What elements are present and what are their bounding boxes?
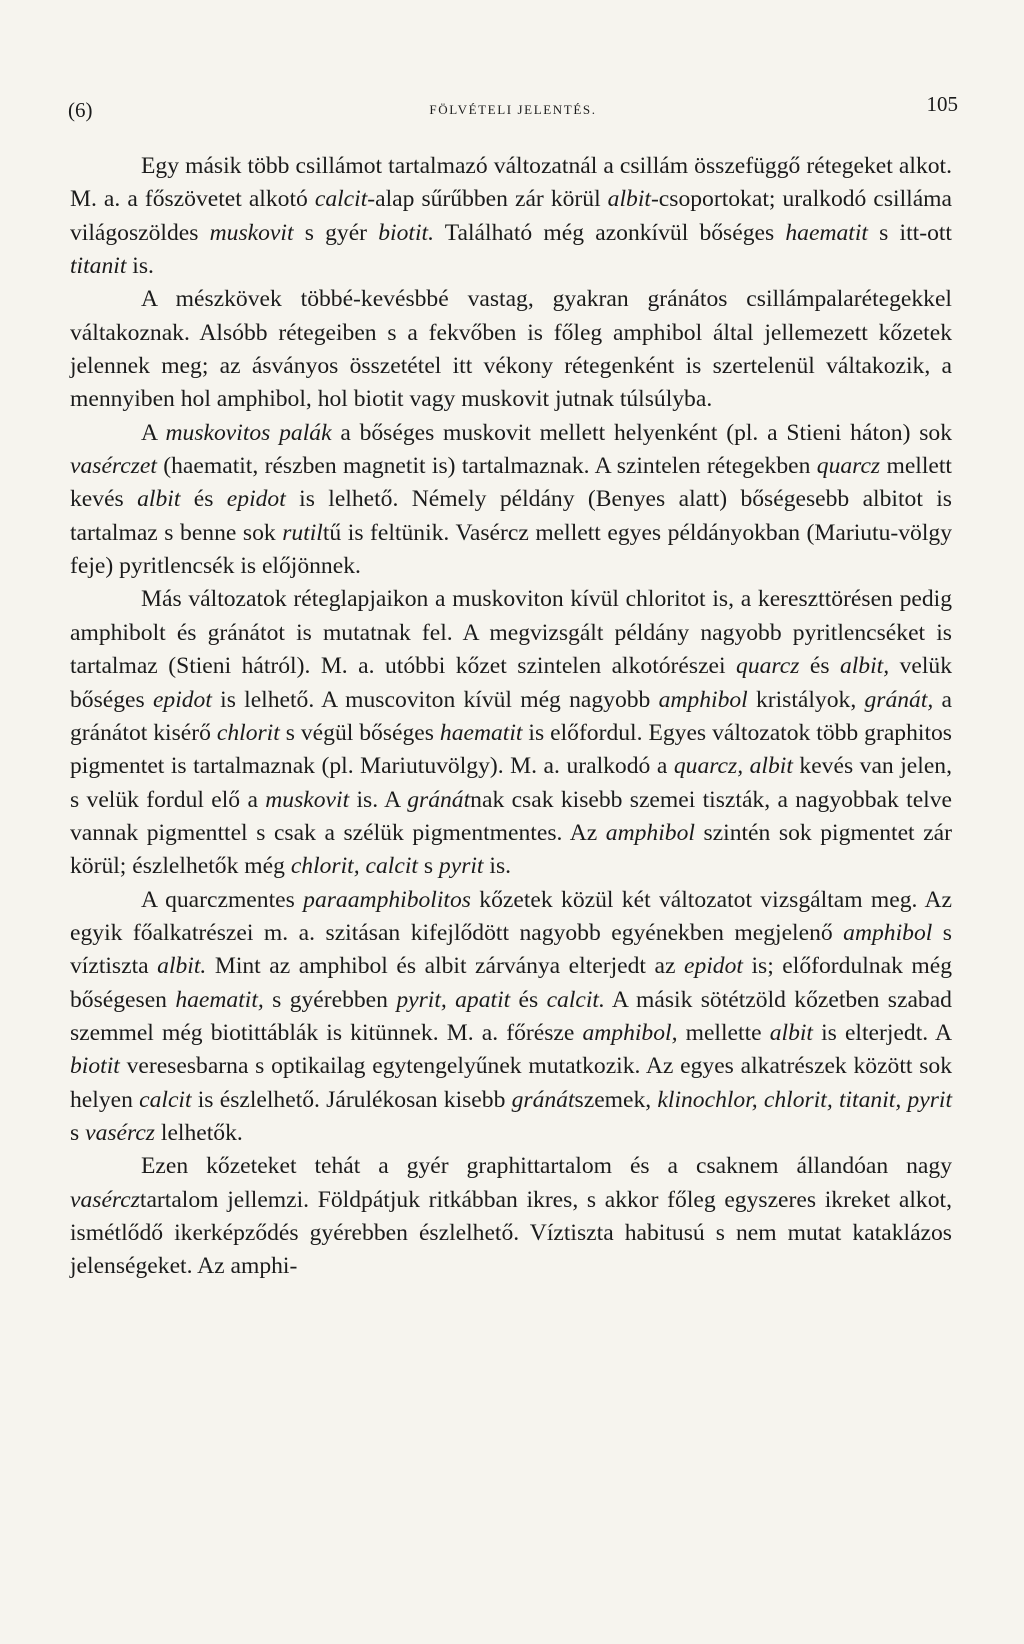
- italic-term: paraamphibolitos: [303, 886, 471, 913]
- italic-term: muskovitos palák: [165, 419, 332, 446]
- italic-term: pyrit, apatit: [396, 986, 511, 1013]
- italic-term: klinochlor, chlorit, titanit, pyrit: [657, 1086, 952, 1113]
- italic-term: vasércz: [85, 1119, 155, 1146]
- italic-term: haematit,: [175, 986, 264, 1013]
- page-number: 105: [926, 92, 958, 116]
- italic-term: quarcz: [736, 653, 800, 680]
- text-run: A: [141, 419, 166, 446]
- text-run: s gyérebben: [263, 986, 397, 1013]
- text-run: és: [510, 986, 547, 1013]
- italic-term: muskovit: [265, 786, 350, 813]
- text-run: is lelhető. A muscoviton kívül még nagyobb: [211, 686, 659, 713]
- text-run: mellett kevés: [70, 453, 952, 513]
- italic-term: vasérczet: [70, 453, 157, 480]
- italic-term: albit: [607, 186, 651, 213]
- text-run: Más változatok réteglapjaikon a muskoviton kívül chloritot is, a kereszttörésen pedig amphibolt és gránátot is mutatnak fel. A megvizsgált példány nagyobb pyritlencséket is tartalmaz (Stieni hátról). M. a. utóbbi kőzet szintelen alkotórészei: [70, 586, 952, 680]
- text-run: szintén sok pigmentet zár körül; észlelhetők még: [70, 819, 952, 880]
- italic-term: quarcz: [816, 453, 881, 480]
- text-run: is.: [483, 853, 512, 880]
- text-run: Mint az amphibol és albit zárványa elterjedt az: [206, 953, 684, 980]
- italic-term: chlorit: [216, 719, 280, 746]
- italic-term: haematit: [785, 219, 868, 246]
- italic-term: gránát,: [864, 686, 934, 713]
- italic-term: calcit.: [546, 986, 605, 1013]
- page-header: [68, 92, 958, 132]
- italic-term: muskovit: [209, 219, 294, 246]
- italic-term: gránát: [407, 786, 471, 813]
- italic-term: epidot: [152, 686, 212, 713]
- running-title: FÖLVÉTELI JELENTÉS.: [429, 102, 597, 117]
- text-run: kevés van jelen, s velük fordul elő a: [70, 753, 952, 813]
- text-run: is elterjedt. A: [812, 1019, 952, 1046]
- paragraph: [70, 283, 952, 416]
- text-run: is; előfordulnak még bőségesen: [70, 953, 953, 1013]
- text-run: veresesbarna s optikailag egytengelyűnek mutatkozik. Az egyes alkatrészek között sok helyen: [70, 1053, 952, 1113]
- italic-term: epidot: [683, 953, 743, 980]
- text-run: nak csak kisebb szemei tiszták, a nagyobbak telve vannak pigmenttel s csak a szélük pigmentmentes. Az: [70, 786, 952, 846]
- text-run: Található még azonkívül bőséges: [433, 219, 786, 246]
- text-run: s víztiszta: [70, 919, 952, 980]
- body-text: [70, 150, 952, 1284]
- italic-term: albit: [137, 486, 181, 513]
- italic-term: albit,: [839, 653, 890, 680]
- text-run: és: [799, 653, 840, 680]
- text-run: kristályok,: [747, 686, 865, 713]
- text-run: is előfordul. Egyes változatok több graphitos pigmentet is tartalmaznak (pl. Mariutuvölgy). M. a. uralkodó a: [70, 719, 952, 780]
- text-run: lelhetők.: [154, 1119, 243, 1146]
- text-run: -csoportokat; uralkodó csilláma világoszöldes: [70, 186, 952, 246]
- text-run: (haematit, részben magnetit is) tartalmaznak. A szintelen rétegekben: [156, 453, 817, 480]
- text-run: szemek,: [574, 1086, 658, 1113]
- italic-term: biotit: [70, 1053, 120, 1080]
- text-run: s végül bőséges: [279, 719, 440, 746]
- text-run: A mészkövek többé-kevésbbé vastag, gyakran gránátos csillámpalarétegekkel váltakoznak. Alsóbb rétegeiben s a fekvőben is főleg amphibol által jellemezett kőzetek jelennek meg; az ásványos összetétel itt vékony rétegenként is szertelenül váltakozik, a mennyiben hol amphibol, hol biotit vagy muskovit jutnak túlsúlyba.: [70, 286, 952, 413]
- italic-term: haematit: [439, 719, 523, 746]
- italic-term: quarcz, albit: [673, 753, 793, 780]
- text-run: is. A: [349, 786, 408, 813]
- italic-term: biotit.: [378, 219, 434, 246]
- italic-term: amphibol: [658, 686, 748, 713]
- italic-term: vasércz: [70, 1186, 140, 1213]
- paragraph: [70, 1150, 952, 1283]
- text-run: s itt-ott: [867, 219, 952, 246]
- text-run: és: [180, 486, 227, 513]
- text-run: s gyér: [293, 219, 379, 246]
- text-run: s: [70, 1119, 86, 1146]
- text-run: is észlelhető. Járulékosan kisebb: [191, 1086, 512, 1113]
- text-run: Ezen kőzeteket tehát a gyér graphittartalom és a csaknem állandóan nagy: [141, 1153, 952, 1180]
- italic-term: pyrit: [438, 853, 484, 880]
- paragraph: [70, 884, 952, 1151]
- text-run: A quarczmentes: [141, 886, 304, 913]
- italic-term: calcit: [314, 186, 368, 213]
- italic-term: calcit: [139, 1086, 192, 1113]
- text-run: -alap sűrűbben zár körül: [367, 186, 608, 213]
- text-run: a bőséges muskovit mellett helyenként (pl. a Stieni háton) sok: [331, 419, 952, 446]
- paragraph: [70, 150, 952, 283]
- italic-term: titanit: [70, 253, 127, 280]
- text-run: tű is feltünik. Vasércz mellett egyes példányokban (Mariutu-völgy feje) pyritlencsék is előjönnek.: [70, 519, 952, 580]
- paragraph: [70, 417, 952, 584]
- text-run: is.: [126, 253, 154, 280]
- text-run: s: [417, 853, 439, 880]
- text-run: a gránátot kisérő: [70, 686, 953, 746]
- text-run: mellette: [677, 1019, 770, 1046]
- page-label: (6): [68, 98, 93, 122]
- text-run: is lelhető. Némely példány (Benyes alatt) bőségesebb albitot is tartalmaz s benne sok: [70, 486, 952, 546]
- text-run: Egy másik több csillámot tartalmazó változatnál a csillám összefüggő rétegeket alkot. M. a. a főszövetet alkotó: [70, 153, 952, 213]
- italic-term: amphibol,: [582, 1019, 678, 1046]
- text-run: kőzetek közül két változatot vizsgáltam meg. Az egyik főalkatrészei m. a. szitásan kifejlődött nagyobb egyénekben megjelenő: [70, 886, 953, 946]
- italic-term: rutil: [282, 519, 323, 546]
- italic-term: albit: [769, 1019, 813, 1046]
- text-run: A másik sötétzöld kőzetben szabad szemmel még biotittáblák is kitünnek. M. a. főrésze: [70, 986, 952, 1046]
- paragraph: [70, 583, 952, 883]
- italic-term: epidot: [226, 486, 286, 513]
- italic-term: amphibol: [605, 819, 695, 846]
- italic-term: gránát: [511, 1086, 575, 1113]
- italic-term: chlorit, calcit: [290, 853, 418, 880]
- italic-term: albit.: [157, 953, 207, 980]
- text-run: velük bőséges: [70, 653, 952, 713]
- italic-term: amphibol: [843, 919, 933, 946]
- text-run: tartalom jellemzi. Földpátjuk ritkábban ikres, s akkor főleg egyszeres ikreket alkot, ismétlődő ikerképződés gyérebben észlelhető. Víztiszta habitusú s nem mutat kataklázos jelenségeket. Az amphi-: [70, 1186, 952, 1280]
